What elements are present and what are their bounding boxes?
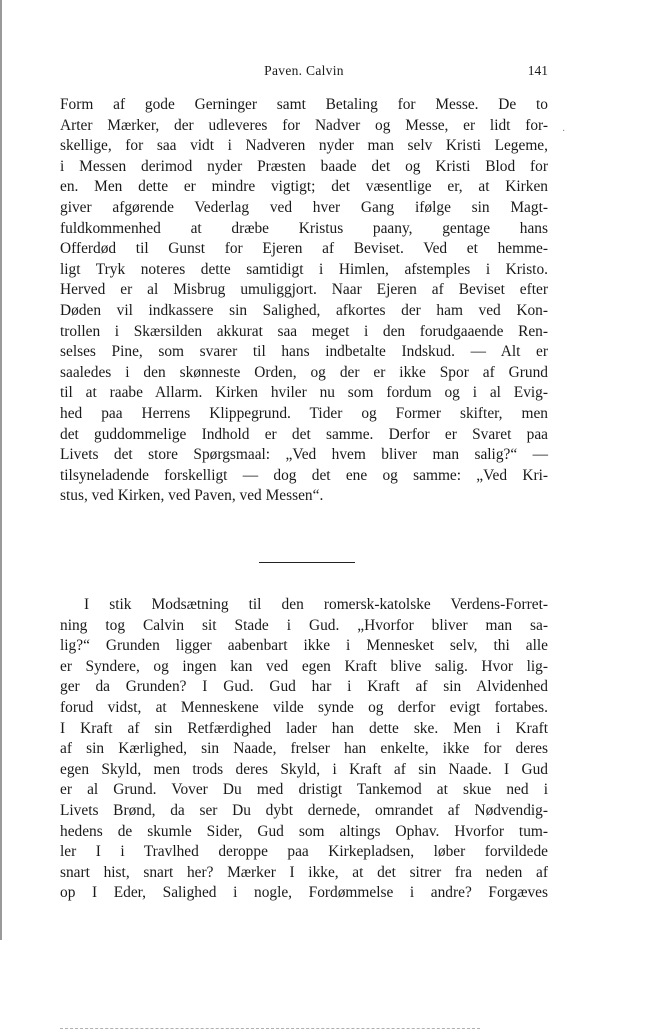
text-line: ler I i Travlhed deroppe paa Kirkepladsen, løber forvildede (60, 843, 548, 861)
text-line: Offerdød til Gunst for Ejeren af Beviset. Ved et hemme- (60, 240, 548, 258)
text-line: Døden vil indkassere sin Salighed, afkortes der ham ved Kon- (60, 301, 548, 319)
text-line: saaledes i den skønneste Orden, og der er ikke Spor af Grund (60, 363, 548, 381)
text-line: I stik Modsætning til den romersk-katolske Verdens-Forret- (84, 596, 548, 613)
text-line: giver afgørende Vederlag ved hver Gang ifølge sin Magt- (60, 198, 548, 216)
page-number: 141 (527, 63, 548, 78)
text-line: ligt Tryk noteres dette samtidigt i Himlen, afstemples i Kristo. (60, 260, 548, 278)
text-line: Form af gode Gerninger samt Betaling for Messe. De to (60, 96, 548, 113)
text-line: Herved er al Misbrug umuliggjort. Naar Ejeren af Beviset efter (60, 281, 548, 299)
text-line: hed paa Herrens Klippegrund. Tider og Former skifter, men (60, 404, 548, 422)
text-line: fuldkommenhed at dræbe Kristus paany, gentage hans (60, 219, 548, 237)
text-line: det guddommelige Indhold er det samme. Derfor er Svaret paa (60, 425, 548, 443)
text-line: I Kraft af sin Retfærdighed lader han dette ske. Men i Kraft (60, 719, 548, 737)
text-line: ning tog Calvin sit Stade i Gud. „Hvorfor bliver man sa- (60, 616, 548, 634)
text-line: trollen i Skærsilden akkurat saa meget i den forudgaaende Ren- (60, 322, 548, 340)
text-line: forud vidst, at Menneskene vilde synde og derfor evigt fortabes. (60, 698, 548, 716)
text-line: en. Men dette er mindre vigtigt; det væsentlige er, at Kirken (60, 178, 548, 196)
text-line: af sin Kærlighed, sin Naade, frelser han enkelte, ikke for deres (60, 740, 548, 758)
text-line: tilsyneladende forskelligt — dog det ene og samme: „Ved Kri- (60, 466, 548, 484)
text-line: selses Pine, som svarer til hans indbetalte Indskud. — Alt er (60, 343, 548, 361)
running-header (60, 63, 548, 85)
margin-mark: · (562, 126, 566, 137)
text-line: skellige, for saa vidt i Nadveren nyder man selv Kristi Legeme, (60, 137, 548, 155)
paragraph-2 (60, 595, 548, 904)
scan-bottom-edge (60, 1028, 480, 1029)
text-line: ger da Grunden? I Gud. Gud har i Kraft af sin Alvidenhed (60, 678, 548, 696)
text-line: er al Grund. Vover Du med dristigt Tankemod at skue ned i (60, 781, 548, 799)
text-line: lig?“ Grunden ligger aabenbart ikke i Mennesket selv, thi alle (60, 637, 548, 655)
page-edge-shadow (0, 0, 2, 940)
text-line: Livets det store Spørgsmaal: „Ved hvem bliver man salig?“ — (60, 446, 548, 464)
text-line: op I Eder, Salighed i nogle, Fordømmelse i andre? Forgæves (60, 884, 548, 902)
text-line: i Messen derimod nyder Præsten baade det og Kristi Blod for (60, 157, 548, 175)
paragraph-1 (60, 95, 548, 507)
text-line: Arter Mærker, der udleveres for Nadver og Messe, er lidt for- (60, 116, 548, 134)
text-line: snart hist, snart her? Mærker I ikke, at det sitrer fra neden af (60, 863, 548, 881)
text-line: til at raabe Allarm. Kirken hviler nu som fordum og i al Evig- (60, 384, 548, 402)
text-line: Livets Brønd, da ser Du dybt dernede, omrandet af Nødvendig- (60, 801, 548, 819)
text-line: er Syndere, og ingen kan ved egen Kraft blive salig. Hvor lig- (60, 657, 548, 675)
text-line: egen Skyld, men trods deres Skyld, i Kraft af sin Naade. I Gud (60, 760, 548, 778)
text-line: hedens de skumle Sider, Gud som altings Ophav. Hvorfor tum- (60, 822, 548, 840)
text-line: stus, ved Kirken, ved Paven, ved Messen“. (60, 487, 324, 505)
section-divider (259, 562, 355, 563)
running-title: Paven. Calvin (264, 63, 344, 78)
